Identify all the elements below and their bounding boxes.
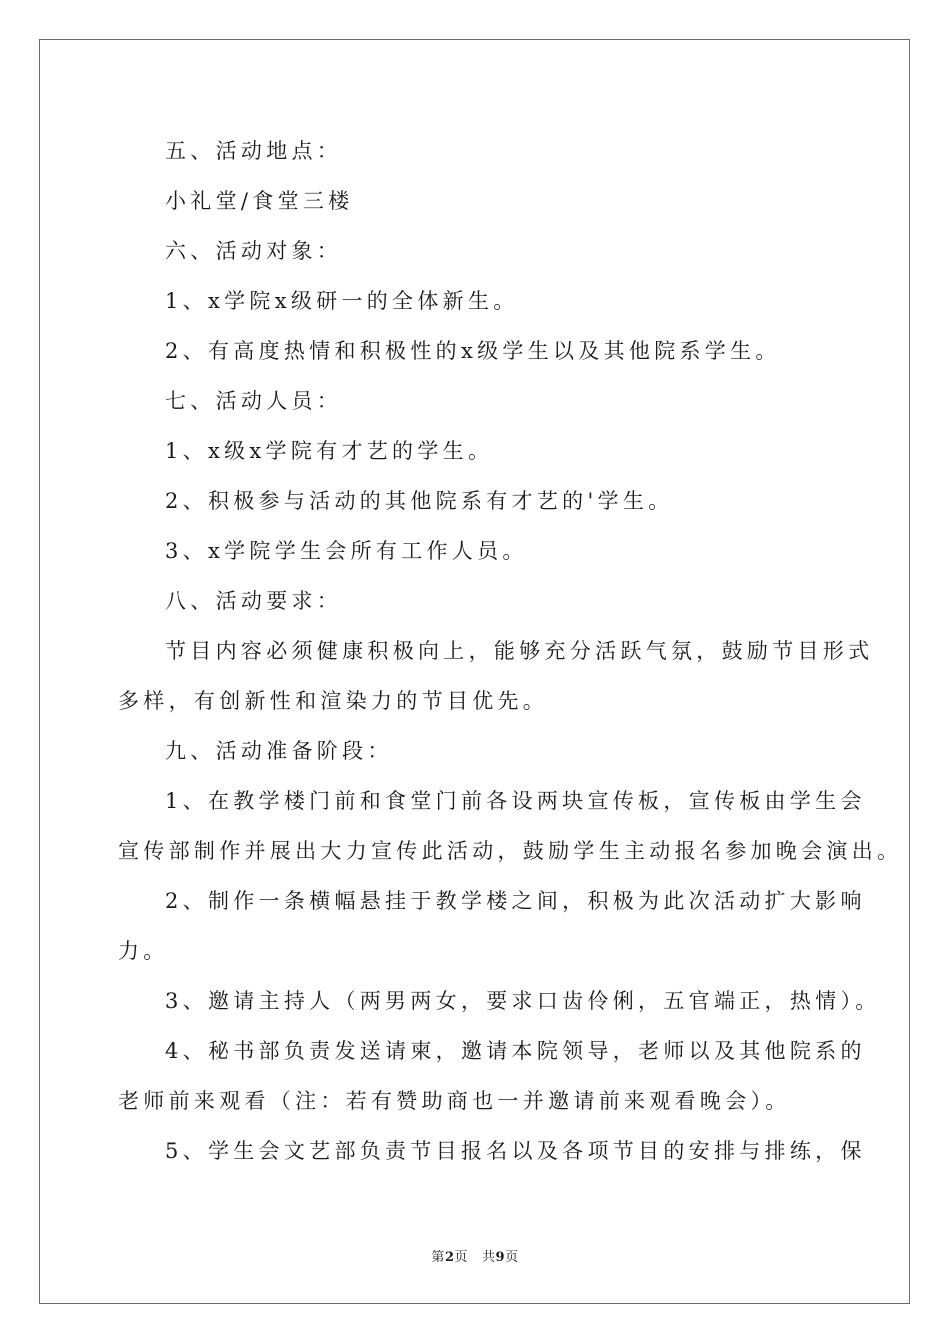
paragraph-line: 3、邀请主持人（两男两女，要求口齿伶俐，五官端正，热情）。 <box>165 989 881 1013</box>
paragraph-line: 小礼堂/食堂三楼 <box>165 189 354 213</box>
paragraph-line: 宣传部制作并展出大力宣传此活动，鼓励学生主动报名参加晚会演出。 <box>118 839 903 863</box>
total-suffix: 页 <box>505 1250 519 1265</box>
paragraph-line: 2、有高度热情和积极性的x级学生以及其他院系学生。 <box>165 339 781 363</box>
paragraph-line: 1、x学院x级研一的全体新生。 <box>165 289 519 313</box>
paragraph-line: 4、秘书部负责发送请柬，邀请本院领导，老师以及其他院系的 <box>165 1039 866 1063</box>
document-body <box>118 126 903 1176</box>
section-heading-personnel: 七、活动人员： <box>165 389 343 413</box>
total-prefix: 共 <box>482 1250 496 1265</box>
paragraph-line: 1、在教学楼门前和食堂门前各设两块宣传板，宣传板由学生会 <box>165 789 866 813</box>
paragraph-line: 2、制作一条横幅悬挂于教学楼之间，积极为此次活动扩大影响 <box>165 889 866 913</box>
paragraph-line: 多样，有创新性和渲染力的节目优先。 <box>118 689 549 713</box>
paragraph-line: 力。 <box>118 939 169 963</box>
current-page-number: 2 <box>444 1250 455 1265</box>
paragraph-line: 2、积极参与活动的其他院系有才艺的'学生。 <box>165 489 674 513</box>
section-heading-location: 五、活动地点： <box>165 139 343 163</box>
page-prefix: 第 <box>431 1250 445 1265</box>
page-suffix: 页 <box>454 1250 468 1265</box>
page-footer <box>0 1246 950 1265</box>
total-pages-number: 9 <box>495 1250 506 1265</box>
paragraph-line: 节目内容必须健康积极向上，能够充分活跃气氛，鼓励节目形式 <box>165 639 874 663</box>
paragraph-line: 1、x级x学院有才艺的学生。 <box>165 439 494 463</box>
paragraph-line: 3、x学院学生会所有工作人员。 <box>165 539 528 563</box>
section-heading-audience: 六、活动对象： <box>165 239 343 263</box>
paragraph-line: 老师前来观看（注：若有赞助商也一并邀请前来观看晚会）。 <box>118 1089 791 1113</box>
section-heading-preparation: 九、活动准备阶段： <box>165 739 393 763</box>
paragraph-line: 5、学生会文艺部负责节目报名以及各项节目的安排与排练，保 <box>165 1139 866 1163</box>
section-heading-requirements: 八、活动要求： <box>165 589 343 613</box>
